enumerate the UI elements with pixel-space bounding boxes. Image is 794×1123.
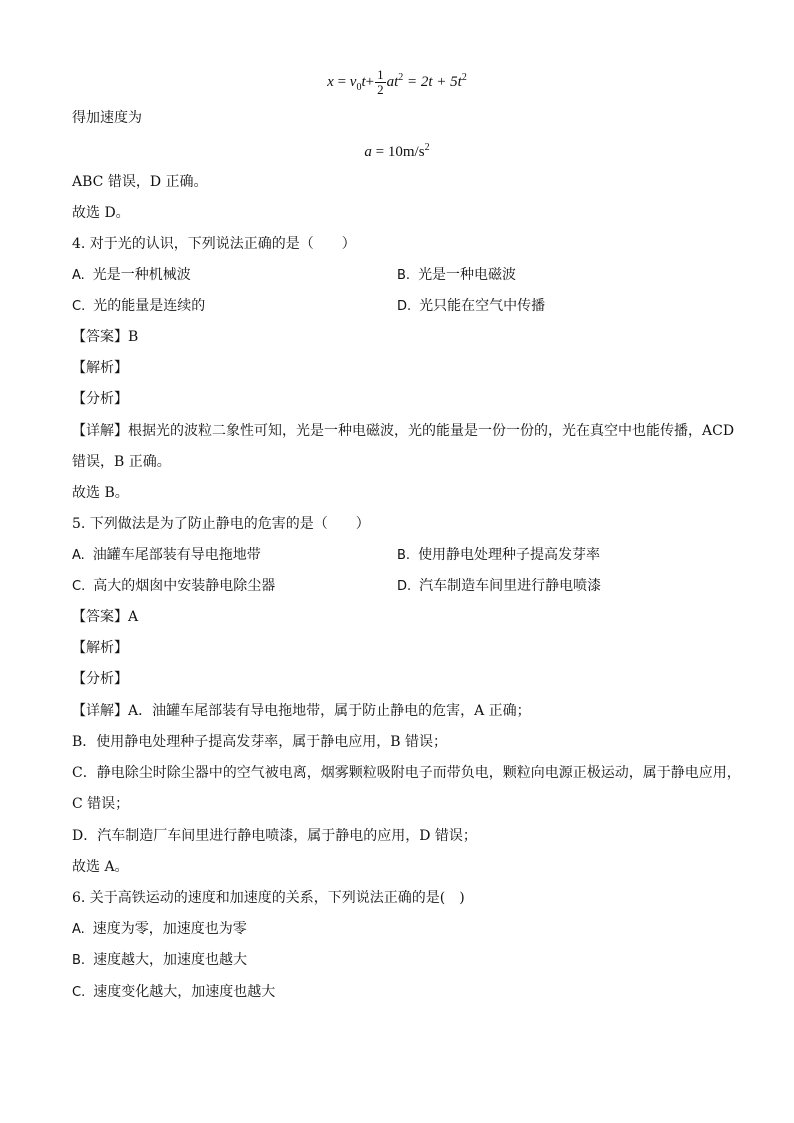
q3-conclusion: ABC 错误，D 正确。 — [72, 174, 208, 190]
formula-plus: + — [365, 73, 375, 90]
q6-option-c: C. 速度变化越大，加速度也越大 — [72, 984, 276, 1000]
formula-at: at — [386, 73, 399, 90]
formula-fraction: $\frac{1}{2}$ — [377, 67, 384, 97]
formula-unit-exponent: 2 — [424, 142, 430, 153]
q4-detail-line-2: 错误，B 正确。 — [72, 454, 171, 470]
q5-option-a: A. 油罐车尾部装有导电拖地带 — [72, 547, 261, 563]
q5-detail-c-line-1: C．静电除尘时除尘器中的空气被电离，烟雾颗粒吸附电子而带负电，颗粒向电源正极运动，属于静电应用， — [72, 765, 741, 781]
q4-detail-line-1: 【详解】根据光的波粒二象性可知，光是一种电磁波，光的能量是一份一份的，光在真空中也能传播，ACD — [72, 423, 735, 439]
q5-detail-d: D．汽车制造厂车间里进行静电喷漆，属于静电的应用，D 错误； — [72, 828, 477, 844]
q5-stem: 5. 下列做法是为了防止静电的危害的是（ ） — [72, 516, 370, 532]
q5-option-c: C. 高大的烟囱中安装静电除尘器 — [72, 578, 276, 594]
formula-subscript: 0 — [356, 81, 362, 93]
formula-rhs-exponent: 2 — [461, 71, 467, 83]
q4-option-b: B. 光是一种电磁波 — [397, 267, 517, 283]
formula-exponent: 2 — [398, 71, 404, 83]
q4-option-a: A. 光是一种机械波 — [72, 267, 191, 283]
q4-option-d: D. 光只能在空气中传播 — [397, 298, 546, 314]
formula-variable-v: v — [349, 73, 357, 90]
q5-detail-b: B．使用静电处理种子提高发芽率，属于静电应用，B 错误； — [72, 734, 448, 750]
formula-variable-x: x — [327, 73, 334, 90]
q3-choice: 故选 D。 — [72, 205, 130, 221]
kinematics-formula: $x = v_0t+$ $\frac{1}{2}$ $at^2 = 2t + 5t^2$ — [327, 67, 467, 97]
q6-option-a: A. 速度为零，加速度也为零 — [72, 921, 247, 937]
accel-intro-text: 得加速度为 — [72, 110, 142, 126]
formula-rhs: = 2t + 5t — [407, 73, 462, 90]
q4-analysis-heading: 【解析】 — [72, 360, 128, 376]
q5-fenxi-heading: 【分析】 — [72, 671, 128, 687]
formula-variable-a: a — [364, 144, 372, 160]
q5-detail-c-line-2: C 错误； — [72, 796, 130, 812]
q5-option-d: D. 汽车制造车间里进行静电喷漆 — [397, 578, 602, 594]
q5-analysis-heading: 【解析】 — [72, 640, 128, 656]
acceleration-formula — [0, 142, 794, 161]
q5-option-b: B. 使用静电处理种子提高发芽率 — [397, 547, 601, 563]
q6-stem: 6. 关于高铁运动的速度和加速度的关系，下列说法正确的是( ) — [72, 890, 465, 906]
q5-choice: 故选 A。 — [72, 859, 129, 875]
q4-option-c: C. 光的能量是连续的 — [72, 298, 206, 314]
q6-option-b: B. 速度越大，加速度也越大 — [72, 952, 248, 968]
q4-choice: 故选 B。 — [72, 485, 129, 501]
formula-variable-t: t — [361, 73, 366, 90]
q4-answer: 【答案】B — [72, 329, 139, 345]
q5-detail-a: 【详解】A．油罐车尾部装有导电拖地带，属于防止静电的危害，A 正确； — [72, 703, 531, 719]
q4-stem: 4. 对于光的认识，下列说法正确的是（ ） — [72, 236, 356, 252]
formula-value: = 10m/s — [375, 144, 425, 160]
q4-fenxi-heading: 【分析】 — [72, 391, 128, 407]
q5-answer: 【答案】A — [72, 609, 139, 625]
